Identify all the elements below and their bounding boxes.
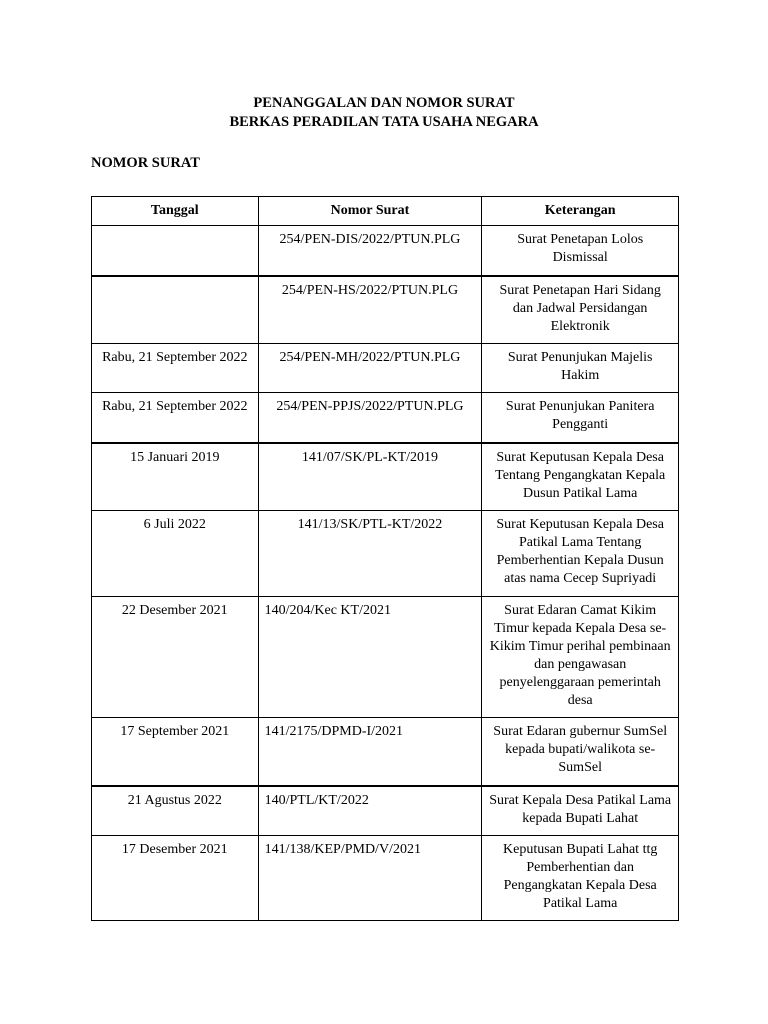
cell-number: 254/PEN-PPJS/2022/PTUN.PLG (258, 393, 482, 443)
table-row (92, 393, 679, 443)
title-line-1: PENANGGALAN DAN NOMOR SURAT (253, 95, 515, 111)
cell-number: 140/204/Kec KT/2021 (258, 597, 482, 718)
cell-number: 254/PEN-DIS/2022/PTUN.PLG (258, 226, 482, 276)
cell-date: 21 Agustus 2022 (92, 786, 259, 836)
cell-note: Surat Edaran Camat Kikim Timur kepada Kepala Desa se-Kikim Timur perihal pembinaan dan pengawasan penyelenggaraan pemerintah desa (482, 597, 679, 718)
table-row (92, 718, 679, 786)
cell-note: Surat Penunjukan Majelis Hakim (482, 344, 679, 393)
cell-note: Surat Keputusan Kepala Desa Patikal Lama Tentang Pemberhentian Kepala Dusun atas nama Cecep Supriyadi (482, 511, 679, 597)
table-row (92, 836, 679, 921)
table-row (92, 786, 679, 836)
section-heading: NOMOR SURAT (91, 155, 200, 171)
cell-date: 15 Januari 2019 (92, 443, 259, 511)
cell-note: Surat Penunjukan Panitera Pengganti (482, 393, 679, 443)
cell-number: 141/2175/DPMD-I/2021 (258, 718, 482, 786)
cell-number: 141/138/KEP/PMD/V/2021 (258, 836, 482, 921)
cell-number: 141/07/SK/PL-KT/2019 (258, 443, 482, 511)
cell-date: 6 Juli 2022 (92, 511, 259, 597)
header-note: Keterangan (482, 197, 679, 226)
table-row (92, 226, 679, 276)
table-row (92, 511, 679, 597)
header-date: Tanggal (92, 197, 259, 226)
table-header-row (92, 197, 679, 226)
cell-note: Surat Keputusan Kepala Desa Tentang Pengangkatan Kepala Dusun Patikal Lama (482, 443, 679, 511)
table-row (92, 276, 679, 344)
cell-note: Surat Penetapan Hari Sidang dan Jadwal Persidangan Elektronik (482, 276, 679, 344)
cell-number: 254/PEN-MH/2022/PTUN.PLG (258, 344, 482, 393)
cell-date (92, 226, 259, 276)
table-row (92, 443, 679, 511)
cell-note: Surat Edaran gubernur SumSel kepada bupati/walikota se-SumSel (482, 718, 679, 786)
cell-date: Rabu, 21 September 2022 (92, 344, 259, 393)
cell-date: 22 Desember 2021 (92, 597, 259, 718)
table-row (92, 344, 679, 393)
cell-number: 254/PEN-HS/2022/PTUN.PLG (258, 276, 482, 344)
cell-note: Surat Penetapan Lolos Dismissal (482, 226, 679, 276)
cell-date (92, 276, 259, 344)
cell-number: 140/PTL/KT/2022 (258, 786, 482, 836)
table-row (92, 597, 679, 718)
cell-note: Keputusan Bupati Lahat ttg Pemberhentian dan Pengangkatan Kepala Desa Patikal Lama (482, 836, 679, 921)
cell-number: 141/13/SK/PTL-KT/2022 (258, 511, 482, 597)
title-line-2: BERKAS PERADILAN TATA USAHA NEGARA (229, 114, 539, 130)
cell-note: Surat Kepala Desa Patikal Lama kepada Bupati Lahat (482, 786, 679, 836)
cell-date: Rabu, 21 September 2022 (92, 393, 259, 443)
document-title (0, 94, 768, 132)
letters-table (91, 196, 679, 921)
cell-date: 17 September 2021 (92, 718, 259, 786)
cell-date: 17 Desember 2021 (92, 836, 259, 921)
header-number: Nomor Surat (258, 197, 482, 226)
